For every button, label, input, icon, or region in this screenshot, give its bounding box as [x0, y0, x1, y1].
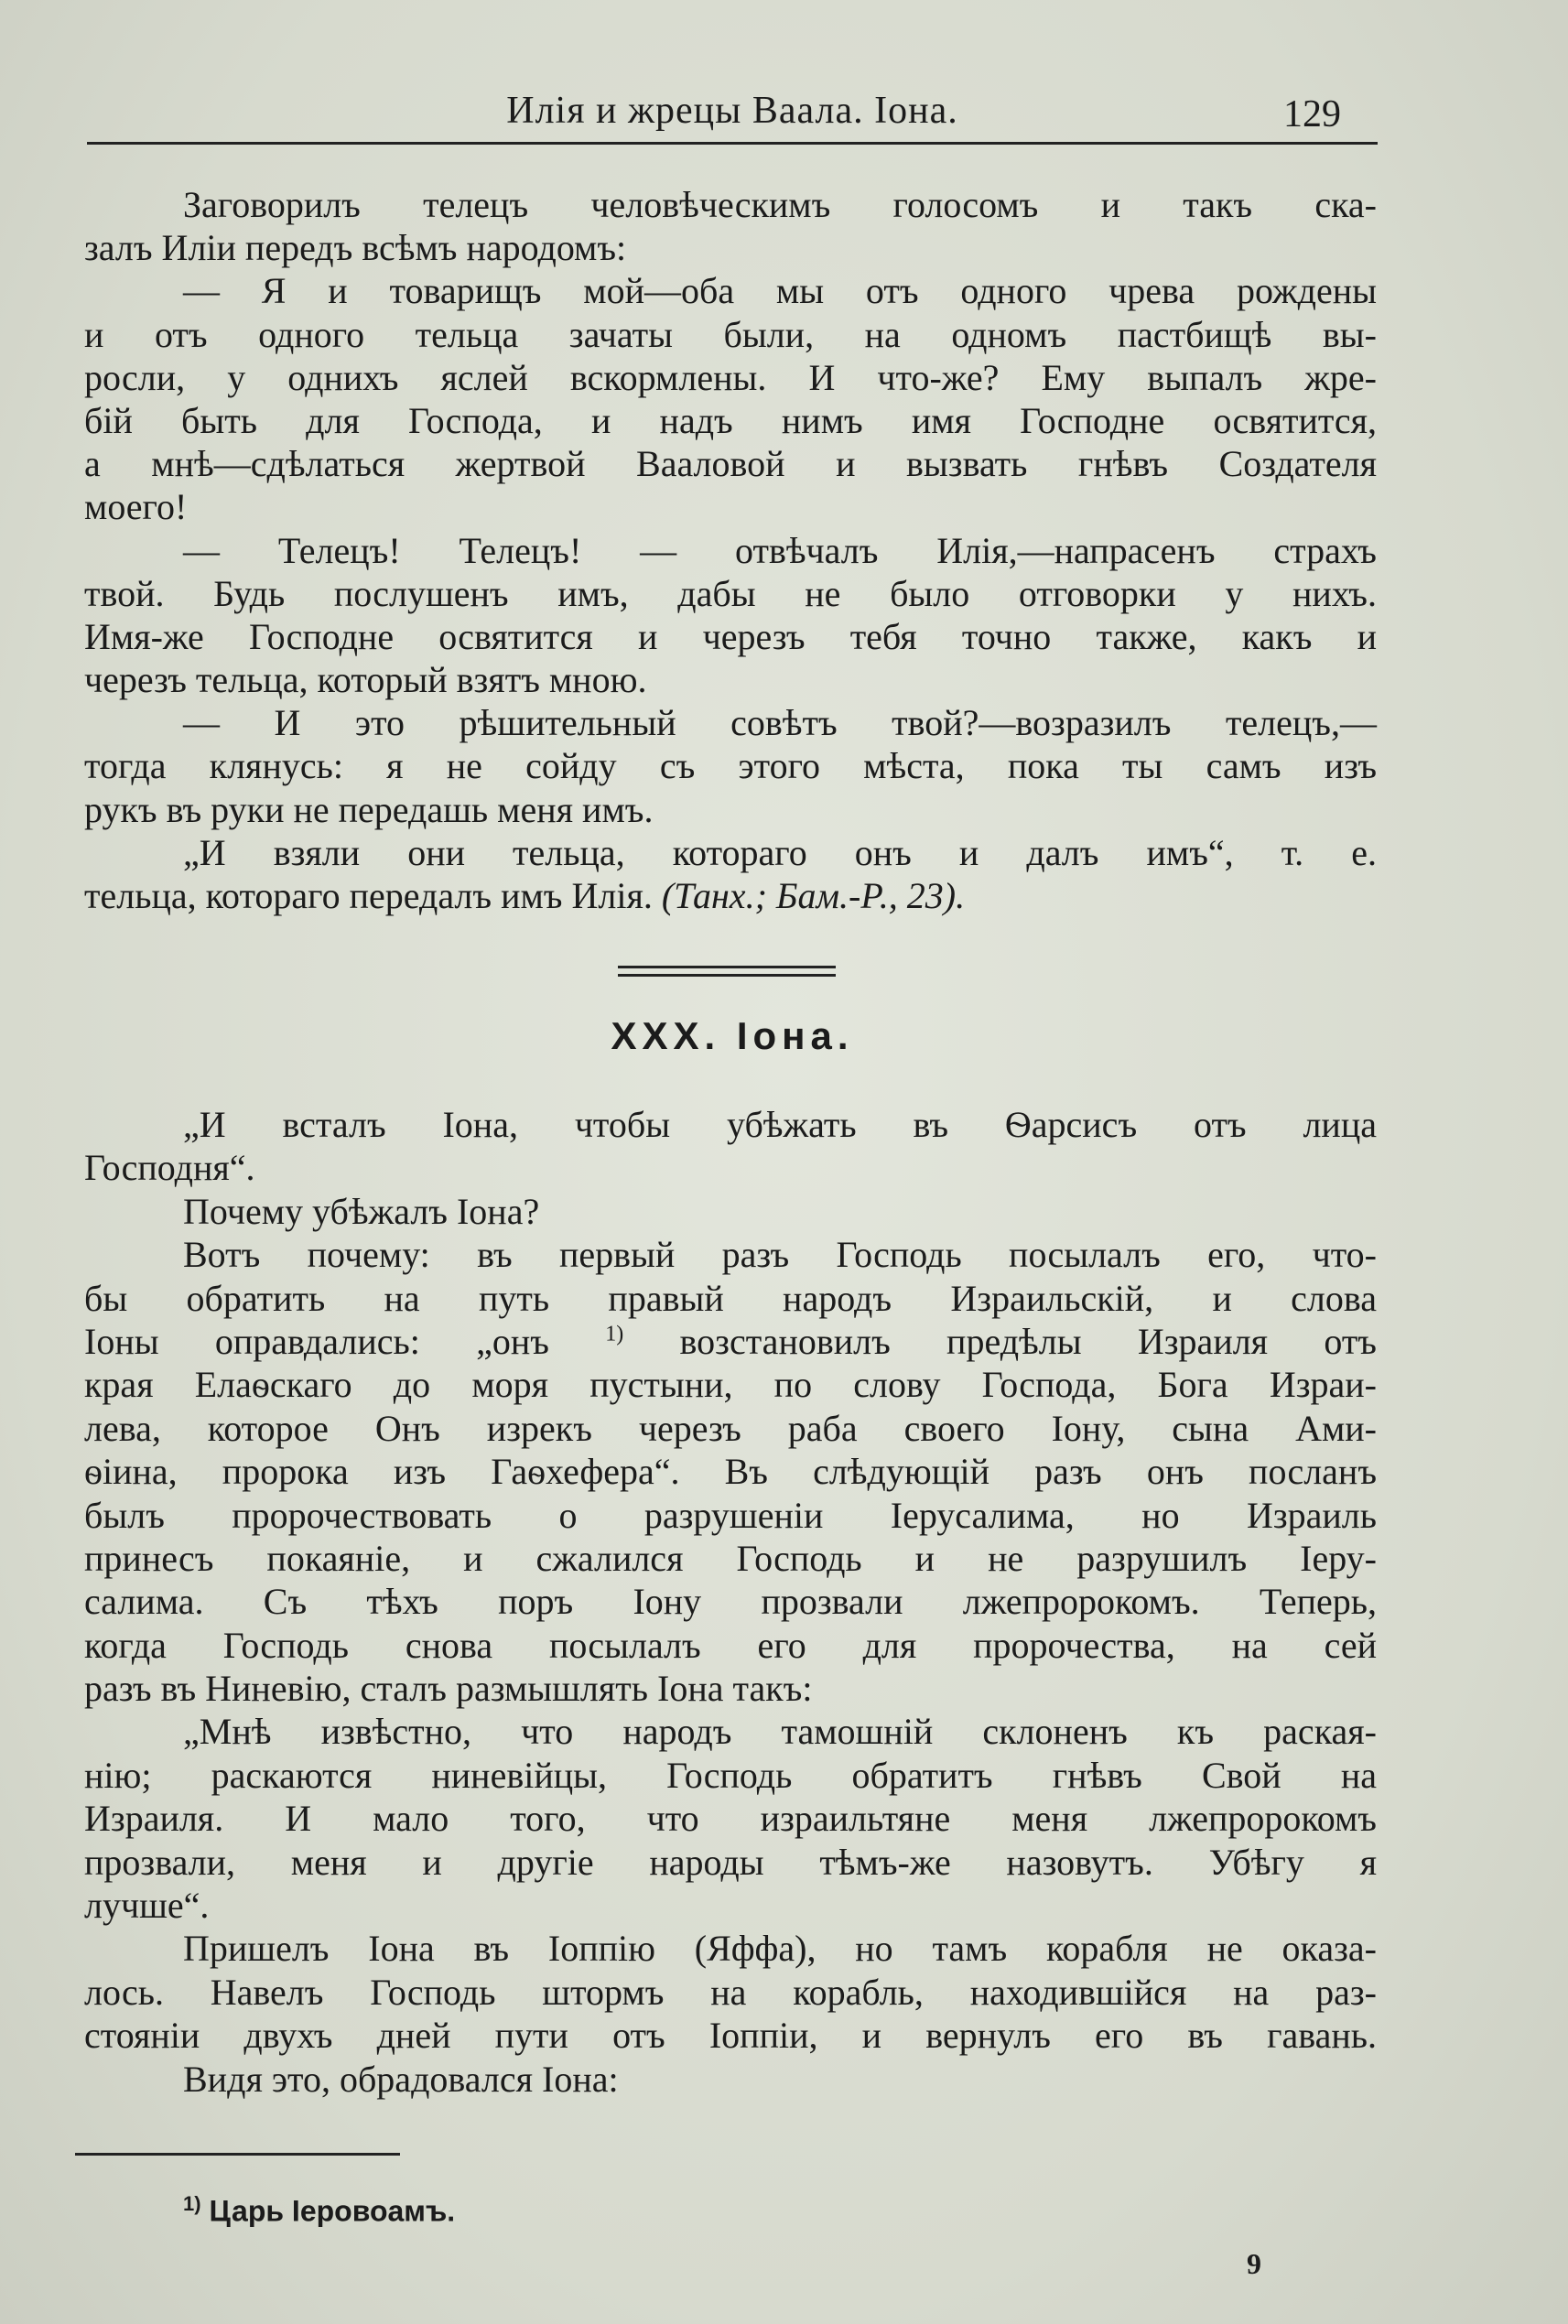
text-line: [84, 874, 1377, 917]
footnote-text: Царь Іеровоамъ.: [209, 2194, 456, 2228]
text-line-content: Іоны оправдались: „онъ: [84, 1320, 549, 1362]
text-line-content: возстановилъ предѣлы Израиля отъ: [679, 1320, 1377, 1362]
text-line: а мнѣ—сдѣлаться жертвой Вааловой и вызвать гнѣвъ Создателя: [84, 443, 1377, 485]
text-line: бы обратить на путь правый народъ Израильскій, и слова: [84, 1277, 1377, 1319]
text-line: „И взяли они тельца, котораго онъ и далъ имъ“, т. е.: [183, 831, 1377, 873]
text-line: твой. Будь послушенъ имъ, дабы не было отговорки у нихъ.: [84, 572, 1377, 614]
text-line: — И это рѣшительный совѣтъ твой?—возразилъ телецъ,—: [183, 702, 1377, 744]
text-line-content: тельца, котораго передалъ имъ Илія.: [84, 875, 653, 916]
section-heading: XXX. Іона.: [611, 1014, 854, 1057]
text-line: Заговорилъ телецъ человѣческимъ голосомъ и такъ ска-: [183, 184, 1377, 225]
text-line: „Мнѣ извѣстно, что народъ тамошній склоненъ къ раская-: [183, 1711, 1377, 1753]
text-line: моего!: [84, 486, 188, 528]
text-line: „И всталъ Іона, чтобы убѣжать въ Ѳарсисъ отъ лица: [183, 1104, 1377, 1145]
text-line: лось. Навелъ Господь штормъ на корабль, находившійся на раз-: [84, 1971, 1377, 2013]
text-line: тогда клянусь: я не сойду съ этого мѣста, пока ты самъ изъ: [84, 745, 1377, 787]
text-line: края Елаѳскаго до моря пустыни, по слову Господа, Бога Израи-: [84, 1364, 1377, 1406]
text-line: — Я и товарищъ мой—оба мы отъ одного чрева рождены: [183, 270, 1377, 312]
section-divider: [618, 966, 836, 977]
running-head-title: Илія и жрецы Ваала. Іона.: [506, 90, 958, 132]
text-line: росли, у однихъ яслей вскормлены. И что-же? Ему выпалъ жре-: [84, 356, 1377, 398]
text-line: Господня“.: [84, 1147, 255, 1189]
text-line: [84, 1320, 1377, 1363]
text-line: бій быть для Господа, и надъ нимъ имя Господне освятится,: [84, 399, 1377, 441]
running-head: [87, 87, 1378, 145]
text-line: принесъ покаяніе, и сжалился Господь и не разрушилъ Іеру-: [84, 1537, 1377, 1579]
text-line: стояніи двухъ дней пути отъ Іоппіи, и вернулъ его въ гавань.: [84, 2015, 1377, 2057]
text-line: залъ Иліи передъ всѣмъ народомъ:: [84, 227, 627, 269]
text-line: Израиля. И мало того, что израильтяне меня лжепророкомъ: [84, 1798, 1377, 1840]
footnote-reference: 1): [605, 1322, 624, 1346]
text-line: разъ въ Ниневію, сталъ размышлять Іона такъ:: [84, 1668, 813, 1710]
text-line: — Телецъ! Телецъ! — отвѣчалъ Илія,—напрасенъ страхъ: [183, 529, 1377, 571]
text-block-part2: [84, 1103, 1377, 2101]
text-line: черезъ тельца, который взятъ мною.: [84, 659, 647, 701]
printer-signature: 9: [1247, 2247, 1261, 2280]
text-line: Почему убѣжалъ Іона?: [183, 1190, 540, 1232]
text-line: Имя-же Господне освятится и черезъ тебя точно также, какъ и: [84, 615, 1377, 657]
text-line: нію; раскаются ниневійцы, Господь обратитъ гнѣвъ Свой на: [84, 1754, 1377, 1796]
text-line: былъ пророчествовать о разрушеніи Іерусалима, но Израиль: [84, 1494, 1377, 1536]
footnote: [183, 2192, 455, 2229]
text-line: лучше“.: [84, 1885, 210, 1927]
text-line: Видя это, обрадовался Іона:: [183, 2058, 619, 2100]
text-line: Вотъ почему: въ первый разъ Господь посылалъ его, что-: [183, 1234, 1377, 1276]
text-line: когда Господь снова посылалъ его для пророчества, на сей: [84, 1624, 1377, 1666]
text-line: ѳіина, пророка изъ Гаѳхефера“. Въ слѣдующій разъ онъ посланъ: [84, 1451, 1377, 1493]
text-block-part1: [84, 183, 1377, 917]
text-line: лева, которое Онъ изрекъ черезъ раба своего Іону, сына Ами-: [84, 1407, 1377, 1449]
footnote-rule: [75, 2153, 400, 2156]
text-line: и отъ одного тельца зачаты были, на одномъ пастбищѣ вы-: [84, 313, 1377, 355]
text-line: прозвали, меня и другіе народы тѣмъ-же назовутъ. Убѣгу я: [84, 1841, 1377, 1883]
source-reference: (Танх.; Бам.-Р., 23).: [661, 875, 966, 916]
text-line: салима. Съ тѣхъ поръ Іону прозвали лжепророкомъ. Теперь,: [84, 1581, 1377, 1623]
footnote-marker: 1): [183, 2192, 201, 2215]
text-line: рукъ въ руки не передашь меня имъ.: [84, 788, 654, 830]
page-number: 129: [1283, 93, 1341, 135]
text-line: Пришелъ Іона въ Іоппію (Яффа), но тамъ корабля не оказа-: [183, 1928, 1377, 1970]
